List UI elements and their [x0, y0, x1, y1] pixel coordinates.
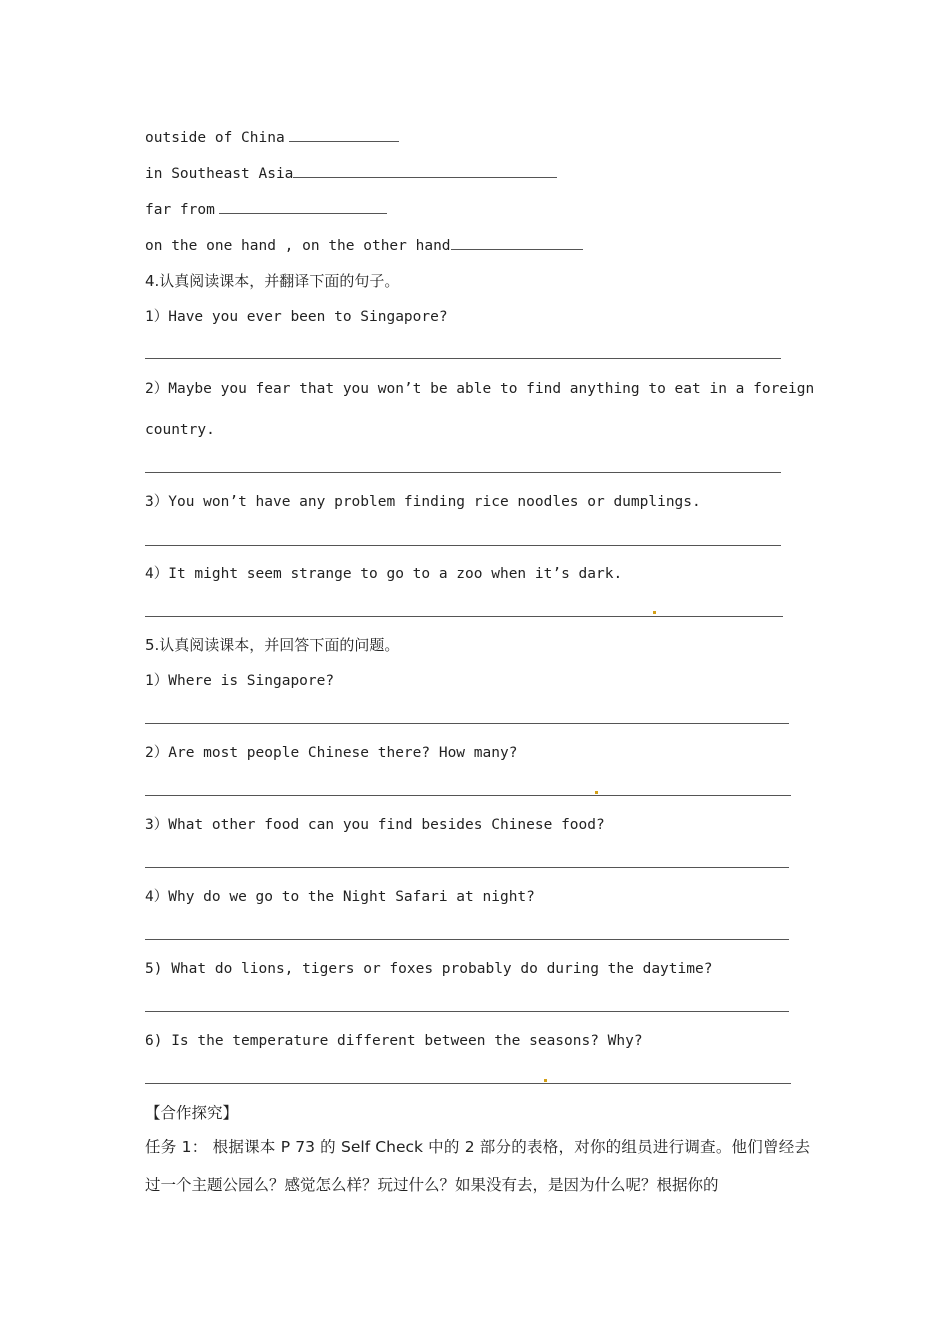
question: 3）What other food can you find besides Chinese food? — [145, 817, 605, 833]
answer-line[interactable] — [145, 867, 789, 868]
phrase-blank[interactable] — [219, 199, 387, 214]
phrase-label: on the one hand , on the other hand — [145, 238, 451, 254]
question: 1）Where is Singapore? — [145, 673, 335, 689]
answer-line[interactable] — [145, 358, 781, 359]
translate-sentence: 2）Maybe you fear that you won’t be able to find anything to eat in a foreign — [145, 381, 815, 397]
phrase-label: far from — [145, 202, 215, 218]
phrase-blank[interactable] — [451, 235, 583, 250]
phrase-line — [145, 127, 399, 148]
phrase-label: outside of China — [145, 130, 285, 146]
answer-instruction: 5.认真阅读课本，并回答下面的问题。 — [145, 636, 400, 654]
phrase-line — [145, 235, 583, 256]
stray-dot-mark — [653, 611, 656, 614]
question: 6) Is the temperature different between the seasons? Why? — [145, 1033, 643, 1049]
answer-line[interactable] — [145, 472, 781, 473]
question: 4）Why do we go to the Night Safari at night? — [145, 889, 535, 905]
translate-instruction: 4.认真阅读课本，并翻译下面的句子。 — [145, 272, 400, 290]
answer-line[interactable] — [145, 723, 789, 724]
question: 5) What do lions, tigers or foxes probably do during the daytime? — [145, 961, 713, 977]
phrase-line — [145, 163, 557, 184]
question: 2）Are most people Chinese there? How many? — [145, 745, 518, 761]
answer-line[interactable] — [145, 1083, 791, 1084]
answer-line[interactable] — [145, 939, 789, 940]
phrase-label: in Southeast Asia — [145, 166, 294, 182]
answer-line[interactable] — [145, 616, 783, 617]
translate-sentence: 1）Have you ever been to Singapore? — [145, 309, 448, 325]
translate-sentence: 3）You won’t have any problem finding rice noodles or dumplings. — [145, 494, 701, 510]
stray-dot-mark — [595, 791, 598, 794]
answer-line[interactable] — [145, 545, 781, 546]
task-paragraph: 任务 1： 根据课本 P 73 的 Self Check 中的 2 部分的表格，对你的组员进行调查。他们曾经去过一个主题公园么？感觉怎么样？玩过什么？如果没有去，是因为什么呢？根据你的 — [145, 1138, 810, 1194]
answer-line[interactable] — [145, 795, 791, 796]
translate-sentence: 4）It might seem strange to go to a zoo when it’s dark. — [145, 566, 623, 582]
answer-line[interactable] — [145, 1011, 789, 1012]
section-heading: 【合作探究】 — [145, 1104, 239, 1122]
phrase-line — [145, 199, 387, 220]
phrase-blank[interactable] — [289, 127, 399, 142]
phrase-blank[interactable] — [293, 163, 557, 178]
translate-sentence-continued: country. — [145, 422, 215, 438]
stray-dot-mark — [544, 1079, 547, 1082]
